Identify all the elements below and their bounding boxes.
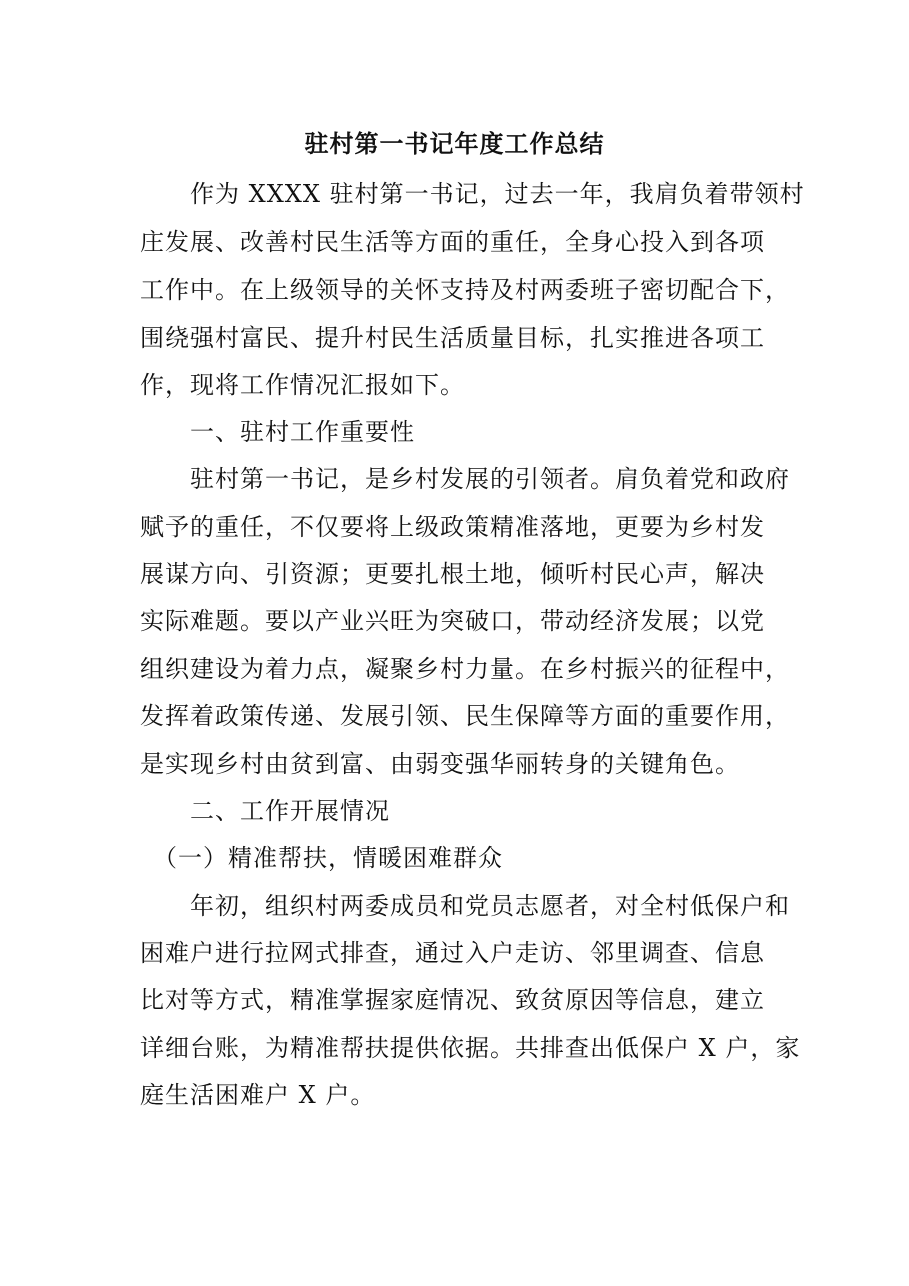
subsection-heading: （一）精准帮扶，情暖困难群众 — [140, 844, 503, 872]
section-heading-1: 一、驻村工作重要性 — [140, 418, 415, 446]
paragraph-line: 庄发展、改善村民生活等方面的重任，全身心投入到各项 — [140, 228, 765, 256]
paragraph-line: 作为 XXXX 驻村第一书记，过去一年，我肩负着带领村 — [140, 180, 805, 208]
document-title: 驻村第一书记年度工作总结 — [304, 129, 605, 158]
paragraph-line: 庭生活困难户 X 户。 — [140, 1081, 376, 1109]
paragraph-line: 是实现乡村由贫到富、由弱变强华丽转身的关键角色。 — [140, 750, 740, 778]
paragraph-line: 围绕强村富民、提升村民生活质量目标，扎实推进各项工 — [140, 324, 765, 352]
section-heading-2: 二、工作开展情况 — [140, 797, 390, 825]
paragraph-line: 详细台账，为精准帮扶提供依据。共排查出低保户 X 户，家 — [140, 1034, 801, 1062]
paragraph-line: 组织建设为着力点，凝聚乡村力量。在乡村振兴的征程中， — [140, 655, 790, 683]
paragraph-line: 驻村第一书记，是乡村发展的引领者。肩负着党和政府 — [140, 465, 790, 493]
paragraph-line: 展谋方向、引资源；更要扎根土地，倾听村民心声，解决 — [140, 560, 765, 588]
paragraph-line: 发挥着政策传递、发展引领、民生保障等方面的重要作用， — [140, 702, 790, 730]
paragraph-line: 作，现将工作情况汇报如下。 — [140, 371, 465, 399]
paragraph-line: 工作中。在上级领导的关怀支持及村两委班子密切配合下， — [140, 276, 790, 304]
paragraph-line: 赋予的重任，不仅要将上级政策精准落地，更要为乡村发 — [140, 513, 765, 541]
paragraph-line: 比对等方式，精准掌握家庭情况、致贫原因等信息，建立 — [140, 986, 765, 1014]
paragraph-line: 困难户进行拉网式排查，通过入户走访、邻里调查、信息 — [140, 939, 765, 967]
paragraph-line: 实际难题。要以产业兴旺为突破口，带动经济发展；以党 — [140, 607, 765, 635]
paragraph-line: 年初，组织村两委成员和党员志愿者，对全村低保户和 — [140, 892, 790, 920]
